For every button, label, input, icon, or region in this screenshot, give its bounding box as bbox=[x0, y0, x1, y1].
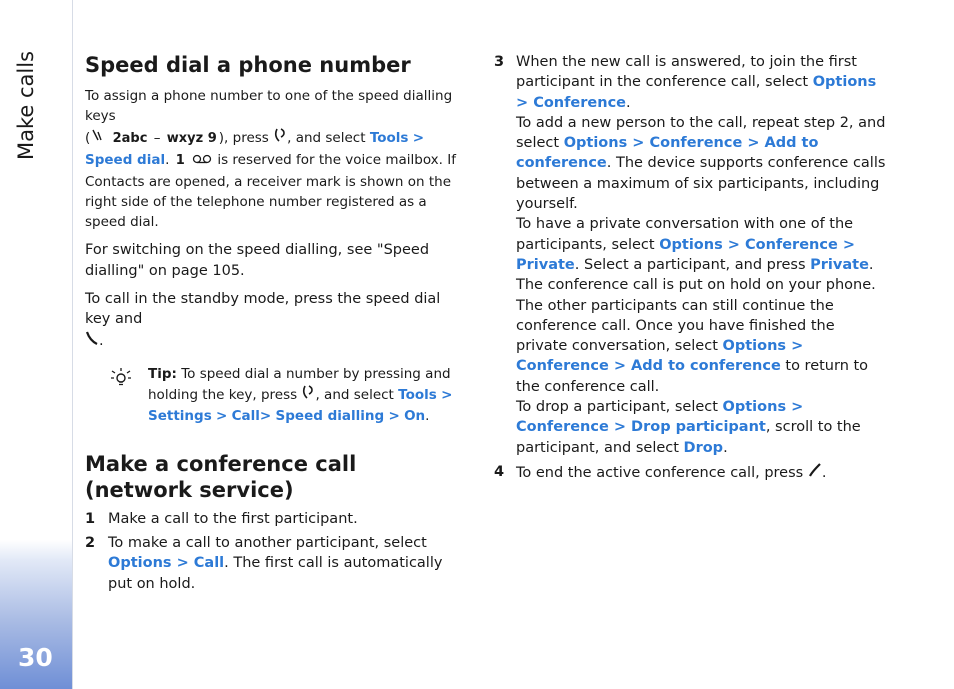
menu-key-icon bbox=[273, 127, 287, 149]
step-4: 4 To end the active conference call, press . bbox=[494, 462, 886, 484]
speed-dialling-link[interactable]: Speed dialling bbox=[275, 408, 385, 425]
call-link[interactable]: Call bbox=[231, 408, 260, 425]
right-column bbox=[494, 52, 886, 484]
lightbulb-icon bbox=[109, 366, 133, 390]
phonebook-key-icon bbox=[90, 128, 106, 148]
speed-dial-paragraph-1: To assign a phone number to one of the speed dialling keys ( 2abc – wxyz 9 ), press , and select Tools > Speed dial. 1 is reserved for the voice mailbox. If Contacts are opened, a receiver mark is shown on the right side of the telephone number registered as a speed dial. bbox=[85, 88, 456, 231]
tools-link[interactable]: Tools bbox=[398, 387, 437, 404]
speed-dial-heading: Speed dial a phone number bbox=[85, 53, 411, 77]
call-key-icon bbox=[85, 330, 99, 352]
tip-box: Tip: To speed dial a number by pressing and holding the key, press , and select Tools > Settings > Call> Speed dialling > On. bbox=[85, 364, 470, 427]
options-call-link[interactable]: Options > Call bbox=[108, 555, 225, 572]
menu-key-icon bbox=[301, 384, 315, 406]
sidebar bbox=[0, 0, 73, 689]
voicemail-key-icon bbox=[191, 149, 213, 171]
step-3: 3 When the new call is answered, to join the first participant in the conference call, select Options > Conference. To add a new person to the call, repeat step 2, and select Options > Conference > Add to conference. The device supports conference calls between a maximum of six participants, including yourself. To have a private conversation with one of the participants, select Options > Conference > Private. Select a participant, and press Private. The conference call is put on hold on your phone. The other participants can still continue the conference call. Once you have finished the private conversation, select Options > Conference > Add to conference to return to the conference call. To drop a participant, select Options > Conference > Drop participant, scroll to the participant, and select Drop. bbox=[494, 54, 886, 456]
speed-dial-paragraph-2: For switching on the speed dialling, see "Speed dialling" on page 105. bbox=[85, 242, 430, 279]
end-call-key-icon bbox=[808, 462, 822, 484]
step-2: 2 To make a call to another participant, select Options > Call. The first call is automatically put on hold. bbox=[85, 535, 443, 592]
step-1: 1 Make a call to the first participant. bbox=[85, 510, 358, 527]
left-column bbox=[85, 52, 470, 594]
page-number: 30 bbox=[18, 643, 53, 672]
conference-steps-left bbox=[85, 509, 470, 594]
tools-link[interactable]: Tools bbox=[369, 129, 409, 146]
key-1-icon: 1 bbox=[175, 153, 185, 169]
private-softkey-link[interactable]: Private bbox=[810, 256, 869, 273]
conference-steps-right bbox=[494, 52, 886, 484]
conference-heading: Make a conference call (network service) bbox=[85, 451, 357, 502]
speed-dial-paragraph-3: To call in the standby mode, press the speed dial key and . bbox=[85, 289, 470, 352]
key-2-icon: 2abc bbox=[112, 130, 148, 146]
private-link[interactable]: Options > Conference > Private bbox=[516, 236, 855, 273]
speed-dial-link[interactable]: Speed dial bbox=[85, 152, 166, 169]
add-to-conference-link[interactable]: Options > Conference > Add to conference bbox=[516, 135, 819, 172]
on-link[interactable]: On bbox=[404, 408, 426, 425]
options-conference-link[interactable]: Options > Conference bbox=[516, 74, 877, 111]
drop-link[interactable]: Drop bbox=[683, 439, 724, 456]
settings-link[interactable]: Settings bbox=[148, 408, 212, 425]
drop-participant-link[interactable]: Options > Conference > Drop participant bbox=[516, 399, 804, 436]
chapter-title: Make calls bbox=[14, 50, 38, 160]
key-9-icon: wxyz 9 bbox=[166, 130, 217, 146]
add-to-conference-link-2[interactable]: Options > Conference > Add to conference bbox=[516, 338, 804, 375]
